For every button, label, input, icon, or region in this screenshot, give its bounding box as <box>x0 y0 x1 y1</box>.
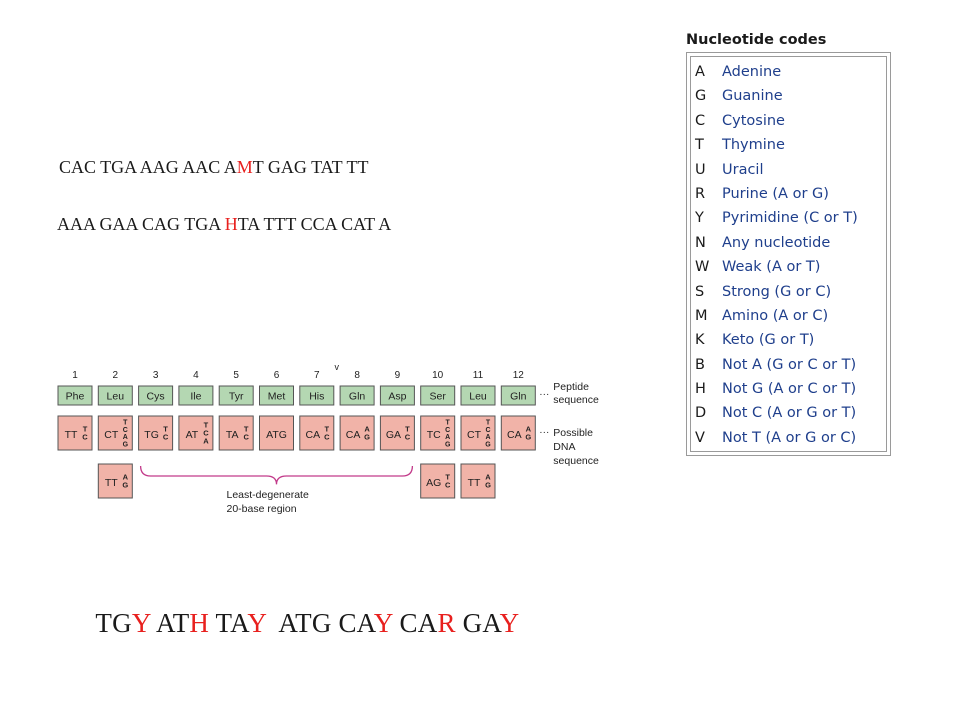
codon-wobble-base: T <box>163 424 168 434</box>
nucleotide-code-letter: N <box>695 234 706 251</box>
codon-wobble-base: C <box>445 426 451 434</box>
nucleotide-code-row <box>695 426 858 450</box>
nucleotide-code-row <box>695 84 858 108</box>
nucleotide-code-name: Keto (G or T) <box>722 332 815 349</box>
codon-bases: CT <box>467 429 481 441</box>
codon-wobble-base: C <box>82 432 88 442</box>
nucleotide-code-name: Strong (G or C) <box>722 283 832 300</box>
codon-wobble-base: T <box>485 419 491 427</box>
peptide-to-dna-diagram <box>55 360 620 525</box>
nucleotide-code-letter: G <box>695 88 707 105</box>
codon-bases: TT <box>467 477 481 489</box>
nucleotide-code-row <box>695 377 858 401</box>
peptide-label: Gln <box>510 390 527 403</box>
degenerate-probe-sequence <box>82 577 519 639</box>
codon-bases: ATG <box>266 429 287 441</box>
nucleotide-code-letter: V <box>695 429 705 446</box>
peptide-label: Leu <box>106 390 125 403</box>
region-label: 20-base region <box>226 503 297 515</box>
codon-wobble-base: C <box>324 432 330 442</box>
codon-wobble-base: T <box>445 419 450 427</box>
nucleotide-code-name: Guanine <box>722 88 783 105</box>
nucleotide-code-row <box>695 353 858 377</box>
codon-wobble-base: C <box>203 428 209 438</box>
nucleotide-code-row <box>695 401 858 425</box>
nucleotide-code-letter: Y <box>695 210 704 227</box>
position-number: 1 <box>72 370 78 381</box>
nucleotide-code-row <box>695 328 858 352</box>
codon-wobble-base: A <box>485 472 491 482</box>
position-number: 9 <box>394 370 401 381</box>
codon-wobble-base: A <box>122 472 129 482</box>
nucleotide-code-letter: M <box>695 307 708 324</box>
peptide-label: Cys <box>146 390 165 403</box>
nucleotide-code-letter: A <box>695 64 705 80</box>
codon-wobble-base: G <box>364 432 371 442</box>
nucleotide-code-letter: R <box>695 185 706 202</box>
codon-wobble-base: A <box>364 424 370 434</box>
nucleotide-code-row <box>695 304 858 328</box>
codon-bases: AG <box>426 477 442 489</box>
nucleotide-code-row <box>695 280 858 304</box>
codon-wobble-base: G <box>485 441 491 449</box>
codon-wobble-base: C <box>243 432 249 442</box>
peptide-label: Met <box>267 390 286 403</box>
dna-sequence-1 <box>50 136 368 178</box>
peptide-sequence-label: Peptide <box>553 381 589 393</box>
nucleotide-code-name: Uracil <box>722 161 764 178</box>
seq1-part: T GAG TAT TT <box>252 157 369 177</box>
nucleotide-codes-list <box>695 60 858 450</box>
codon-wobble-base: A <box>445 434 451 442</box>
nucleotide-code-name: Adenine <box>722 64 782 80</box>
seq3-ambiguous-base: Y <box>247 608 267 638</box>
nucleotide-code-name: Cytosine <box>722 112 785 129</box>
codon-wobble-base: T <box>123 419 128 427</box>
peptide-label: Phe <box>65 390 85 403</box>
peptide-label: Asp <box>388 390 407 403</box>
peptide-label: Gln <box>348 390 366 403</box>
peptide-label: Leu <box>469 390 487 403</box>
nucleotide-code-row <box>695 158 858 182</box>
position-number: 4 <box>193 370 199 381</box>
codon-wobble-base: G <box>122 441 129 449</box>
codon-wobble-base: T <box>405 424 410 434</box>
position-number: 6 <box>273 370 280 381</box>
codon-bases: TT <box>64 429 78 441</box>
codon-wobble-base: G <box>444 441 451 449</box>
nucleotide-code-name: Not G (A or C or T) <box>722 381 857 398</box>
codon-bases: AT <box>185 429 199 441</box>
codon-bases: CT <box>104 429 119 441</box>
position-number: 3 <box>152 370 159 381</box>
codon-bases: TT <box>104 477 118 489</box>
nucleotide-code-row <box>695 60 858 84</box>
codon-bases: CA <box>507 429 522 441</box>
seq3-part: AT <box>150 608 190 638</box>
seq1-part: CAC TGA AAG AAC A <box>59 157 237 177</box>
codon-bases: GA <box>385 429 401 441</box>
codon-bases: TG <box>144 429 159 441</box>
seq3-ambiguous-base: Y <box>499 608 520 638</box>
position-number: 8 <box>354 370 360 381</box>
nucleotide-code-row <box>695 109 858 133</box>
dna-sequence-label: DNA <box>553 441 576 453</box>
codon-wobble-base: C <box>485 426 491 434</box>
nucleotide-code-name: Thymine <box>722 137 785 154</box>
nucleotide-code-letter: B <box>695 356 705 373</box>
nucleotide-code-row <box>695 255 858 279</box>
codon-wobble-base: A <box>203 436 209 446</box>
seq1-ambiguous-base: M <box>236 157 253 177</box>
nucleotide-code-name: Any nucleotide <box>722 234 831 251</box>
position-number: 5 <box>233 370 239 381</box>
nucleotide-code-row <box>695 182 858 206</box>
peptide-label: His <box>309 390 325 403</box>
region-brace <box>141 466 413 484</box>
codon-wobble-base: T <box>82 424 88 434</box>
nucleotide-code-row <box>695 206 858 230</box>
nucleotide-code-name: Not A (G or C or T) <box>722 356 857 373</box>
codon-wobble-base: A <box>122 434 128 442</box>
region-label: Least-degenerate <box>226 489 309 501</box>
codon-wobble-base: T <box>445 472 450 482</box>
peptide-label: Tyr <box>228 390 244 403</box>
nucleotide-code-row <box>695 133 858 157</box>
seq3-ambiguous-base: R <box>437 608 456 638</box>
codon-wobble-base: C <box>404 432 411 442</box>
position-number: 2 <box>112 370 119 381</box>
peptide-label: Ser <box>429 390 446 403</box>
seq3-part: CA <box>392 608 438 638</box>
seq2-part: AAA GAA CAG TGA <box>57 214 225 234</box>
seq3-part: TG <box>95 608 132 638</box>
codon-bases: TC <box>426 429 441 441</box>
seq3-part: ATG CA <box>266 608 374 638</box>
nucleotide-code-letter: U <box>695 161 706 178</box>
dna-sequence-label: sequence <box>553 455 599 467</box>
position-number: 7 <box>314 370 320 381</box>
codon-wobble-base: G <box>525 432 532 442</box>
position-number: 12 <box>512 370 524 381</box>
codon-wobble-base: C <box>162 432 169 442</box>
dna-sequence-2 <box>49 193 391 235</box>
position-number: 11 <box>472 370 484 381</box>
codon-wobble-base: T <box>324 424 330 434</box>
codon-wobble-base: C <box>444 480 451 490</box>
codon-bases: TA <box>225 429 239 441</box>
peptide-label: Ile <box>190 390 202 403</box>
nucleotide-code-name: Not T (A or G or C) <box>722 429 857 446</box>
codon-wobble-base: C <box>122 426 128 434</box>
dna-sequence-label: Possible <box>553 427 594 439</box>
codon-wobble-base: A <box>485 434 491 442</box>
dots-ellipsis: ··· <box>539 389 550 400</box>
codon-wobble-base: A <box>525 424 532 434</box>
codon-wobble-base: G <box>485 480 491 490</box>
dots-ellipsis: ··· <box>539 427 550 438</box>
nucleotide-codes-panel <box>684 30 894 458</box>
position-number: 10 <box>432 370 444 381</box>
seq3-part: GA <box>455 608 500 638</box>
nucleotide-code-letter: W <box>695 259 710 276</box>
nucleotide-code-name: Purine (A or G) <box>722 185 829 202</box>
nucleotide-code-letter: T <box>695 137 704 154</box>
codon-bases: CA <box>345 429 361 441</box>
nucleotide-code-letter: S <box>695 283 705 300</box>
nucleotide-code-name: Not C (A or G or T) <box>722 405 857 422</box>
seq3-ambiguous-base: Y <box>373 608 393 638</box>
codon-wobble-base: G <box>122 480 129 490</box>
nucleotide-codes-title: Nucleotide codes <box>686 32 827 48</box>
seq3-ambiguous-base: H <box>189 608 210 638</box>
seq3-ambiguous-base: Y <box>131 608 151 638</box>
nucleotide-code-name: Weak (A or T) <box>722 259 821 276</box>
nucleotide-code-letter: K <box>695 332 705 349</box>
nucleotide-code-name: Pyrimidine (C or T) <box>722 210 858 227</box>
codon-bases: CA <box>305 429 321 441</box>
nucleotide-code-letter: H <box>695 381 706 398</box>
nucleotide-code-row <box>695 231 858 255</box>
nucleotide-code-letter: D <box>695 405 707 422</box>
nucleotide-code-name: Amino (A or C) <box>722 307 829 324</box>
peptide-sequence-label: sequence <box>553 394 599 406</box>
codon-wobble-base: T <box>203 420 209 430</box>
position-caret: v <box>334 362 340 372</box>
codon-wobble-base: T <box>243 424 249 434</box>
nucleotide-code-letter: C <box>695 112 706 129</box>
seq2-part: TA TTT CCA CAT A <box>237 214 392 234</box>
seq2-ambiguous-base: H <box>224 214 238 234</box>
seq3-part: TA <box>209 608 248 638</box>
